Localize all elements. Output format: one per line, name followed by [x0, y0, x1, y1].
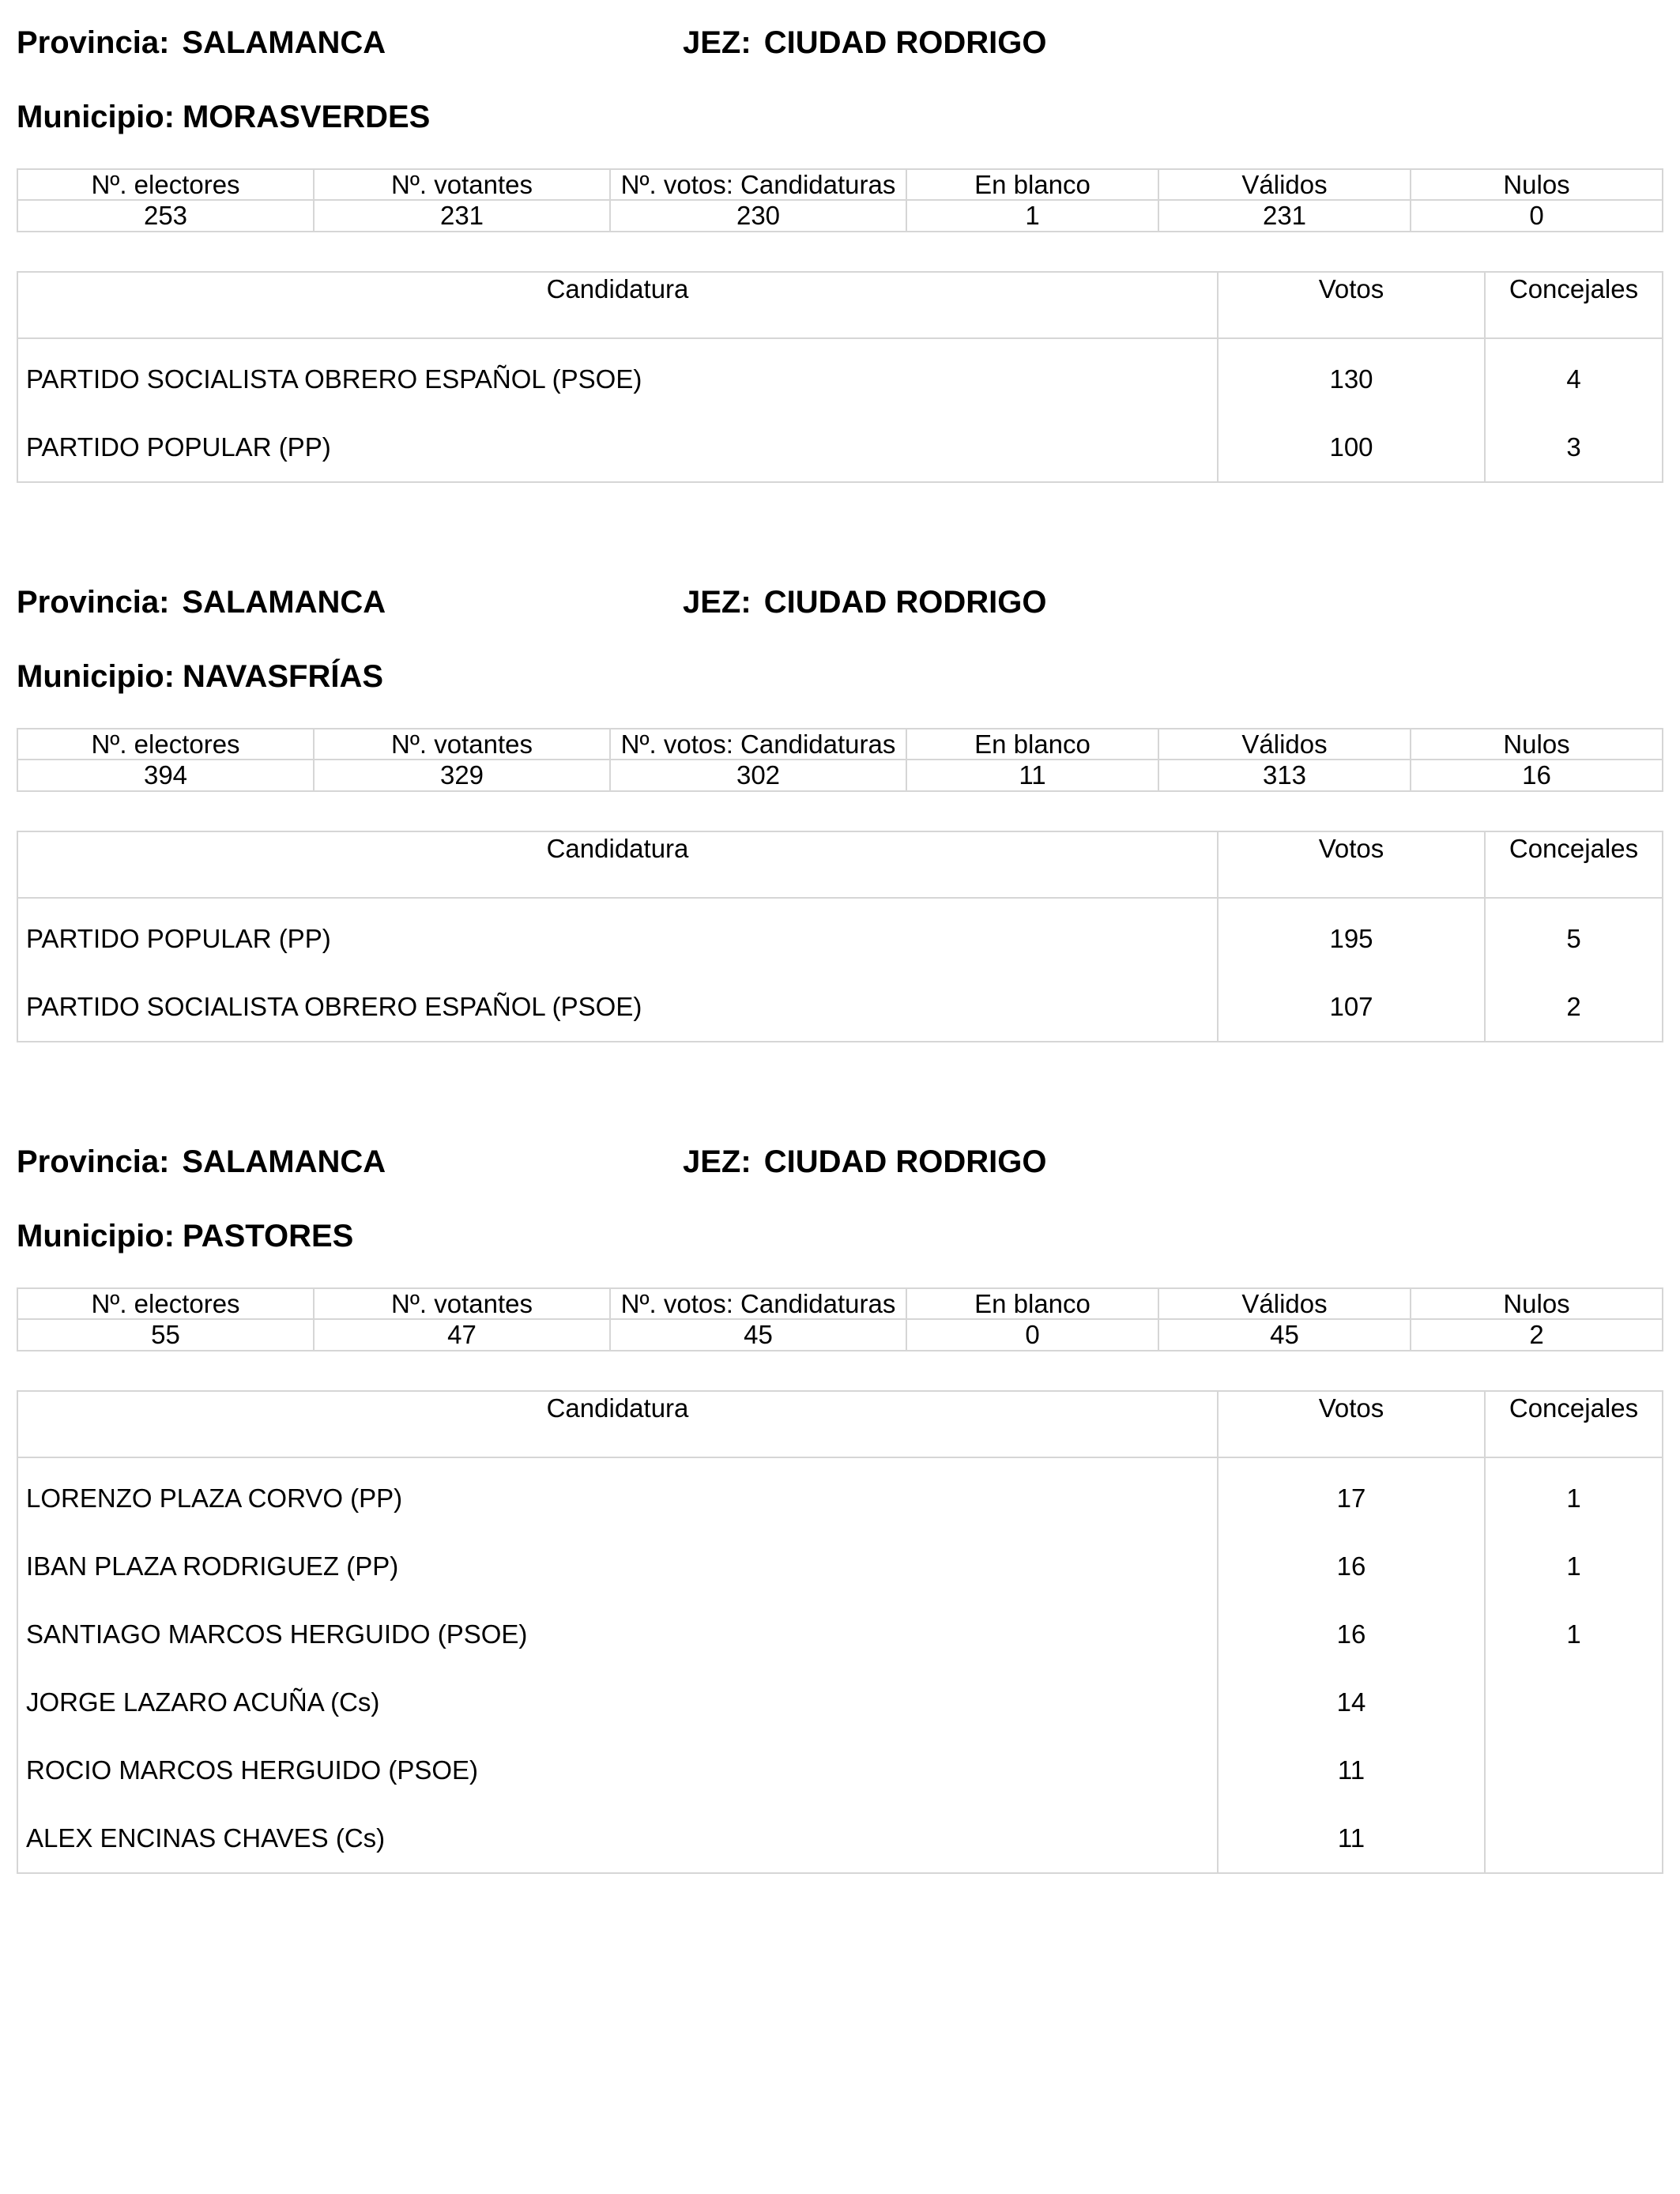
stats-value-row [17, 760, 1663, 791]
stats-header-cell: Nº. votos: Candidaturas [610, 1288, 906, 1319]
stats-header-row [17, 729, 1663, 760]
municipio-value: NAVASFRÍAS [182, 659, 384, 694]
candidaturas-header-cell: Concejales [1485, 272, 1663, 338]
candidatura-name: PARTIDO SOCIALISTA OBRERO ESPAÑOL (PSOE) [17, 338, 1218, 413]
stats-header-row [17, 169, 1663, 200]
municipio-section [0, 560, 1680, 1119]
candidaturas-header-row [17, 272, 1663, 338]
candidatura-concejales: 1 [1485, 1532, 1663, 1600]
candidaturas-header-cell: Votos [1218, 272, 1485, 338]
candidatura-name: IBAN PLAZA RODRIGUEZ (PP) [17, 1532, 1218, 1600]
candidaturas-header-cell: Concejales [1485, 831, 1663, 898]
jez-label: JEZ: [683, 585, 751, 620]
candidatura-name: JORGE LAZARO ACUÑA (Cs) [17, 1668, 1218, 1736]
candidatura-concejales [1485, 1804, 1663, 1873]
provincia-label: Provincia: [17, 1144, 170, 1179]
candidatura-concejales: 3 [1485, 413, 1663, 482]
jez-heading [683, 583, 1046, 621]
candidatura-votos: 100 [1218, 413, 1485, 482]
candidatura-concejales [1485, 1668, 1663, 1736]
candidatura-row [17, 1668, 1663, 1736]
municipio-label: Municipio: [17, 100, 175, 134]
candidatura-votos: 16 [1218, 1532, 1485, 1600]
candidatura-row [17, 1457, 1663, 1532]
candidatura-votos: 11 [1218, 1804, 1485, 1873]
municipio-section [0, 0, 1680, 560]
stats-header-cell: En blanco [906, 1288, 1158, 1319]
stats-value-cell: 0 [1411, 200, 1663, 232]
candidatura-name: PARTIDO POPULAR (PP) [17, 413, 1218, 482]
stats-table [17, 1287, 1663, 1351]
stats-value-cell: 1 [906, 200, 1158, 232]
municipio-heading [17, 658, 383, 696]
candidatura-votos: 195 [1218, 898, 1485, 973]
provincia-value: SALAMANCA [182, 1144, 386, 1179]
stats-header-cell: Válidos [1158, 169, 1411, 200]
candidatura-name: SANTIAGO MARCOS HERGUIDO (PSOE) [17, 1600, 1218, 1668]
municipio-label: Municipio: [17, 1219, 175, 1253]
stats-header-cell: Nulos [1411, 169, 1663, 200]
stats-header-cell: Nº. votos: Candidaturas [610, 729, 906, 760]
candidatura-votos: 130 [1218, 338, 1485, 413]
stats-header-cell: Nº. votantes [314, 1288, 610, 1319]
stats-value-cell: 0 [906, 1319, 1158, 1351]
stats-header-cell: Nº. electores [17, 169, 314, 200]
candidatura-votos: 11 [1218, 1736, 1485, 1804]
candidatura-concejales: 4 [1485, 338, 1663, 413]
stats-value-cell: 313 [1158, 760, 1411, 791]
stats-value-cell: 45 [610, 1319, 906, 1351]
stats-value-cell: 231 [314, 200, 610, 232]
stats-header-cell: Nulos [1411, 1288, 1663, 1319]
stats-table [17, 728, 1663, 792]
stats-value-cell: 11 [906, 760, 1158, 791]
stats-value-cell: 231 [1158, 200, 1411, 232]
candidatura-name: PARTIDO SOCIALISTA OBRERO ESPAÑOL (PSOE) [17, 973, 1218, 1042]
candidaturas-table [17, 1390, 1663, 1874]
stats-header-cell: Nulos [1411, 729, 1663, 760]
candidatura-concejales: 1 [1485, 1457, 1663, 1532]
jez-value: CIUDAD RODRIGO [763, 25, 1047, 60]
provincia-label: Provincia: [17, 585, 170, 620]
candidatura-row [17, 1532, 1663, 1600]
stats-header-cell: Nº. votantes [314, 729, 610, 760]
candidaturas-table [17, 831, 1663, 1042]
municipio-heading [17, 98, 430, 136]
candidatura-concejales: 5 [1485, 898, 1663, 973]
candidatura-votos: 17 [1218, 1457, 1485, 1532]
provincia-heading [17, 24, 386, 62]
candidaturas-header-cell: Candidatura [17, 831, 1218, 898]
candidaturas-header-row [17, 1391, 1663, 1457]
candidatura-concejales: 1 [1485, 1600, 1663, 1668]
candidatura-name: LORENZO PLAZA CORVO (PP) [17, 1457, 1218, 1532]
candidatura-concejales [1485, 1736, 1663, 1804]
candidaturas-header-row [17, 831, 1663, 898]
municipio-value: MORASVERDES [182, 100, 431, 134]
candidatura-row [17, 1600, 1663, 1668]
candidaturas-table [17, 271, 1663, 483]
provincia-label: Provincia: [17, 25, 170, 60]
candidatura-row [17, 338, 1663, 413]
stats-value-cell: 394 [17, 760, 314, 791]
candidatura-name: ROCIO MARCOS HERGUIDO (PSOE) [17, 1736, 1218, 1804]
municipio-label: Municipio: [17, 659, 175, 694]
provincia-value: SALAMANCA [182, 25, 386, 60]
stats-value-cell: 253 [17, 200, 314, 232]
provincia-value: SALAMANCA [182, 585, 386, 620]
stats-header-cell: Nº. votantes [314, 169, 610, 200]
stats-header-cell: En blanco [906, 729, 1158, 760]
jez-heading [683, 24, 1046, 62]
candidaturas-header-cell: Candidatura [17, 272, 1218, 338]
candidatura-votos: 16 [1218, 1600, 1485, 1668]
provincia-heading [17, 1143, 386, 1181]
candidatura-votos: 14 [1218, 1668, 1485, 1736]
municipio-heading [17, 1217, 353, 1255]
stats-value-cell: 45 [1158, 1319, 1411, 1351]
jez-value: CIUDAD RODRIGO [763, 1144, 1047, 1179]
stats-value-cell: 16 [1411, 760, 1663, 791]
jez-label: JEZ: [683, 1144, 751, 1179]
stats-value-cell: 230 [610, 200, 906, 232]
candidatura-concejales: 2 [1485, 973, 1663, 1042]
stats-value-cell: 329 [314, 760, 610, 791]
jez-heading [683, 1143, 1046, 1181]
provincia-heading [17, 583, 386, 621]
candidatura-row [17, 413, 1663, 482]
stats-value-row [17, 200, 1663, 232]
stats-value-cell: 302 [610, 760, 906, 791]
candidatura-votos: 107 [1218, 973, 1485, 1042]
stats-value-cell: 2 [1411, 1319, 1663, 1351]
jez-label: JEZ: [683, 25, 751, 60]
stats-value-cell: 47 [314, 1319, 610, 1351]
stats-header-row [17, 1288, 1663, 1319]
candidatura-name: PARTIDO POPULAR (PP) [17, 898, 1218, 973]
candidaturas-header-cell: Concejales [1485, 1391, 1663, 1457]
candidatura-row [17, 1736, 1663, 1804]
candidatura-name: ALEX ENCINAS CHAVES (Cs) [17, 1804, 1218, 1873]
stats-header-cell: Nº. electores [17, 1288, 314, 1319]
jez-value: CIUDAD RODRIGO [763, 585, 1047, 620]
candidatura-row [17, 973, 1663, 1042]
candidaturas-header-cell: Votos [1218, 831, 1485, 898]
candidaturas-header-cell: Candidatura [17, 1391, 1218, 1457]
stats-header-cell: Válidos [1158, 1288, 1411, 1319]
stats-header-cell: Nº. votos: Candidaturas [610, 169, 906, 200]
stats-header-cell: Válidos [1158, 729, 1411, 760]
stats-value-cell: 55 [17, 1319, 314, 1351]
municipio-section [0, 1119, 1680, 1853]
municipio-value: PASTORES [182, 1219, 354, 1253]
stats-header-cell: Nº. electores [17, 729, 314, 760]
candidatura-row [17, 1804, 1663, 1873]
stats-value-row [17, 1319, 1663, 1351]
stats-table [17, 168, 1663, 232]
stats-header-cell: En blanco [906, 169, 1158, 200]
candidaturas-header-cell: Votos [1218, 1391, 1485, 1457]
candidatura-row [17, 898, 1663, 973]
